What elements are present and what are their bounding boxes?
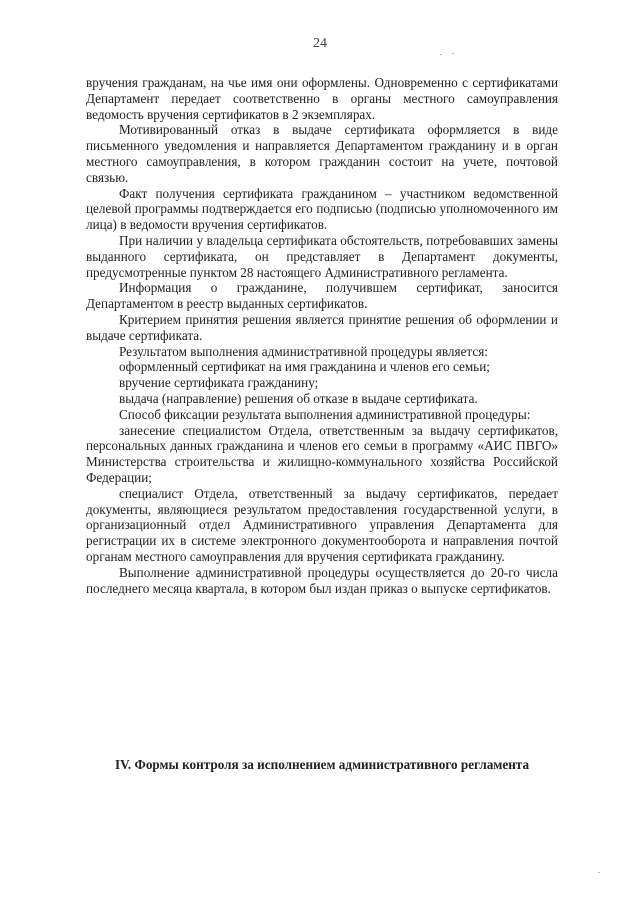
- paragraph: При наличии у владельца сертификата обстоятельств, потребовавших замены выданного сертификата, он представляет в Департамент документы, предусмотренные пунктом 28 настоящего Административного регламента.: [86, 232, 558, 280]
- paragraph: Способ фиксации результата выполнения административной процедуры:: [119, 406, 531, 422]
- list-item: выдача (направление) решения об отказе в выдаче сертификата.: [119, 390, 478, 406]
- paragraph: Результатом выполнения административной процедуры является:: [119, 343, 488, 359]
- paragraph: Критерием принятия решения является принятие решения об оформлении и выдаче сертификата.: [86, 311, 558, 343]
- list-item: специалист Отдела, ответственный за выдачу сертификатов, передает документы, являющиеся результатом предоставления государственной услуги, в организационный отдел Административного управления Департамента для регистрации их в системе электронного документооборота и направления почтой органам местного самоуправления для вручения сертификата гражданину.: [86, 485, 558, 564]
- page-number: 24: [313, 36, 327, 51]
- paragraph: вручения гражданам, на чье имя они оформлены. Одновременно с сертификатами Департамент передает соответственно в органы местного самоуправления ведомость вручения сертификатов в 2 экземплярах.: [86, 75, 558, 122]
- scan-speck: [452, 53, 454, 54]
- paragraph: Факт получения сертификата гражданином – участником ведомственной целевой программы подтверждается его подписью (подписью уполномоченного им лица) в ведомости вручения сертификатов.: [86, 185, 558, 233]
- document-body: [86, 75, 558, 596]
- list-item: занесение специалистом Отдела, ответственным за выдачу сертификатов, персональных данных гражданина и членов его семьи в программу «АИС ПВГО» Министерства строительства и жилищно-коммунального хозяйства Российской Федерации;: [86, 422, 558, 485]
- list-item: оформленный сертификат на имя гражданина и членов его семьи;: [119, 359, 490, 375]
- paragraph: Выполнение административной процедуры осуществляется до 20-го числа последнего месяца квартала, в котором был издан приказ о выпуске сертификатов.: [86, 564, 558, 596]
- list-item: вручение сертификата гражданину;: [119, 375, 319, 391]
- paragraph: Мотивированный отказ в выдаче сертификата оформляется в виде письменного уведомления и направляется Департаментом гражданину и в орган местного самоуправления, в котором гражданин состоит на учете, почтовой связью.: [86, 122, 558, 185]
- section-heading: IV. Формы контроля за исполнением административного регламента: [114, 757, 530, 772]
- paragraph: Информация о гражданине, получившем сертификат, заносится Департаментом в реестр выданных сертификатов.: [86, 280, 558, 312]
- scan-speck: [598, 872, 600, 873]
- scan-speck: [440, 54, 442, 55]
